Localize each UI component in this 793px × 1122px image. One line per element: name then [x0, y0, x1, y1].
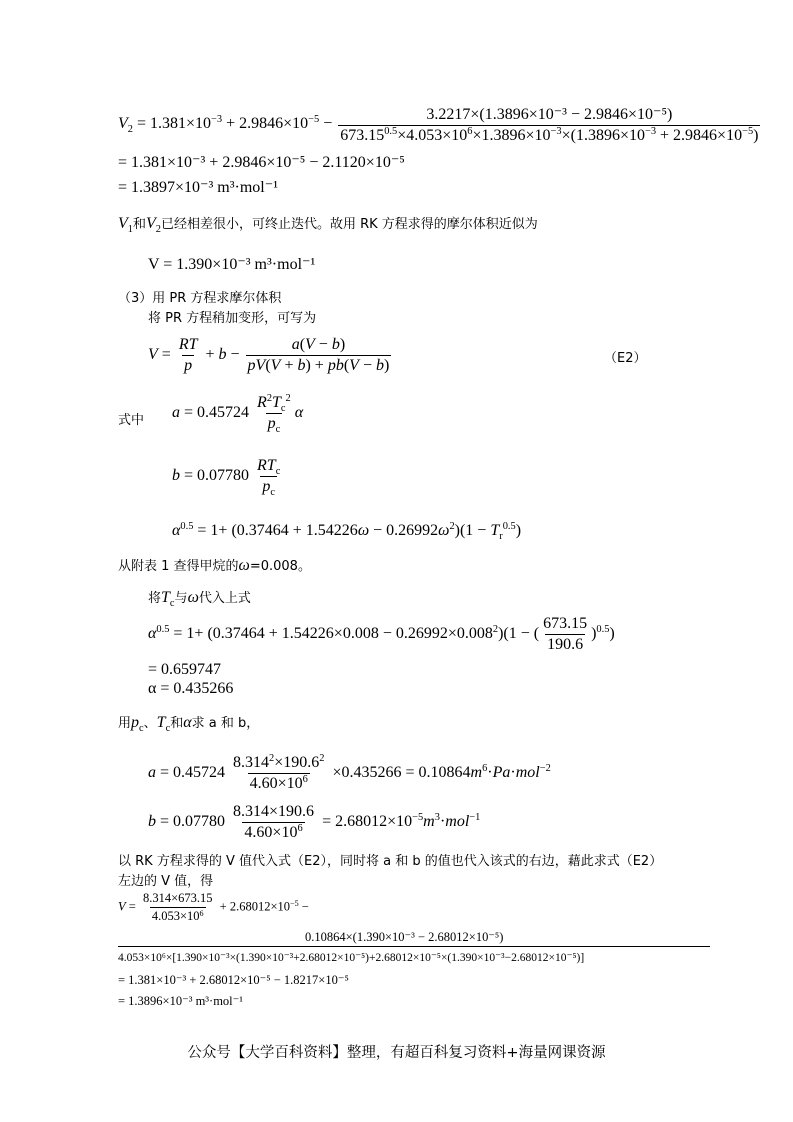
v2-fraction-numerator: 3.2217×(1.3896×10⁻³ − 2.9846×10⁻⁵): [426, 106, 673, 123]
iteration-note: $V_1$和$V_2$已经相差很小，可终止迭代。故用 RK 方程求得的摩尔体积近似为: [118, 215, 538, 235]
final-line-2: = 1.381×10⁻³ + 2.68012×10⁻⁵ − 1.8217×10⁻⁵: [118, 973, 349, 987]
final-fraction-bar: [118, 946, 710, 947]
footer-text: 公众号【大学百科资料】整理，有超百科复习资料+海量网课资源: [187, 1045, 606, 1061]
v2-equation: $V_2 = 1.381\times 10^{-3} + 2.9846\times 10^{-5}$ − $\frac{\text{3.2217×(1.3896×10⁻³ − 2.9846×10⁻⁵)}}{673.15^{0.5}\times 4.053\times 10^6\times 1.3896\times 10^{-3}\times(1.3896\times 10^{-3} + 2.9846\times 10^{-5})}$: [118, 106, 759, 144]
a-calculation: a = 0.45724 $\frac{8.314^2\times 190.6^2}{4.60\times 10^6}$ $\times 0.435266 = 0.10864m^6\cdot Pa\cdot mol^{-2}$: [148, 753, 551, 792]
v2-line-2: = 1.381×10⁻³ + 2.9846×10⁻⁵ − 2.1120×10⁻⁵: [118, 154, 405, 171]
section3-heading: （3）用 PR 方程求摩尔体积: [118, 291, 282, 306]
v2-fraction: [338, 104, 760, 145]
pr-equation: V = $\frac{RT}{p}$ + b − $\frac{a(V - b)}{pV(V + b) + pb(V - b)}$: [148, 336, 390, 374]
alpha-definition: $\alpha^{0.5} = 1+ (0.37464 + 1.54226\omega - 0.26992\omega^2)(1 - T_r^{0.5})$: [172, 521, 522, 542]
alpha-result: α = 0.435266: [148, 680, 234, 697]
section3-intro: 将 PR 方程稍加变形，可写为: [148, 311, 317, 326]
alpha-calculation: $\alpha^{0.5} = 1+ (0.37464 + 1.54226\times 0.008 - 0.26992\times 0.008^2)(1$ − ( $\frac{673.15}{190.6}$ )$^{0.5}$): [148, 615, 615, 653]
equation-label-e2: （E2）: [604, 351, 647, 366]
where-label: 式中: [118, 413, 145, 428]
final-line-3: = 1.3896×10⁻³ m³·mol⁻¹: [118, 994, 243, 1008]
b-calculation: b = 0.07780 $\frac{8.314\times 190.6}{4.60\times 10^6}$ = $2.68012\times 10^{-5}m^3\cdot mol^{-1}$: [148, 803, 481, 841]
v2-fraction-denominator: $673.15^{0.5}\times 4.053\times 10^6\times 1.3896\times 10^{-3}\times(1.3896\times 10^{-3} + 2.9846\times 10^{-5})$: [340, 126, 759, 144]
a-definition: a = 0.45724 $\frac{R^2T_c^2}{p_c}$ α: [172, 393, 304, 435]
final-fraction-numerator: 0.10864×(1.390×10⁻³ − 2.68012×10⁻⁵): [305, 930, 504, 944]
final-v-line-1: V = $\frac{8.314\times 673.15}{4.053\times 10^6}$ + $2.68012\times 10^{-5}$ −: [118, 891, 309, 923]
explain-line-2: 左边的 V 值，得: [118, 874, 214, 889]
omega-source: 从附表 1 查得甲烷的ω=0.008。: [118, 557, 311, 574]
alpha-sqrt-result: = 0.659747: [148, 661, 222, 678]
rk-result: V = 1.390×10⁻³ m³·mol⁻¹: [148, 256, 316, 273]
v2-line-3: = 1.3897×10⁻³ m³·mol⁻¹: [118, 179, 278, 196]
ab-intro: 用$p_c$、$T_c$和α求 a 和 b，: [118, 714, 260, 734]
substitute-note: 将$T_c$与ω代入上式: [148, 589, 251, 609]
explain-line-1: 以 RK 方程求得的 V 值代入式（E2），同时将 a 和 b 的值也代入该式的右边，藉此求式（E2）: [118, 854, 663, 869]
b-definition: b = 0.07780 $\frac{RT_c}{p_c}$: [172, 457, 281, 498]
final-fraction-denominator: 4.053×10⁶×[1.390×10⁻³×(1.390×10⁻³+2.68012×10⁻⁵)+2.68012×10⁻⁵×(1.390×10⁻³−2.68012×10⁻⁵)]: [118, 952, 585, 964]
